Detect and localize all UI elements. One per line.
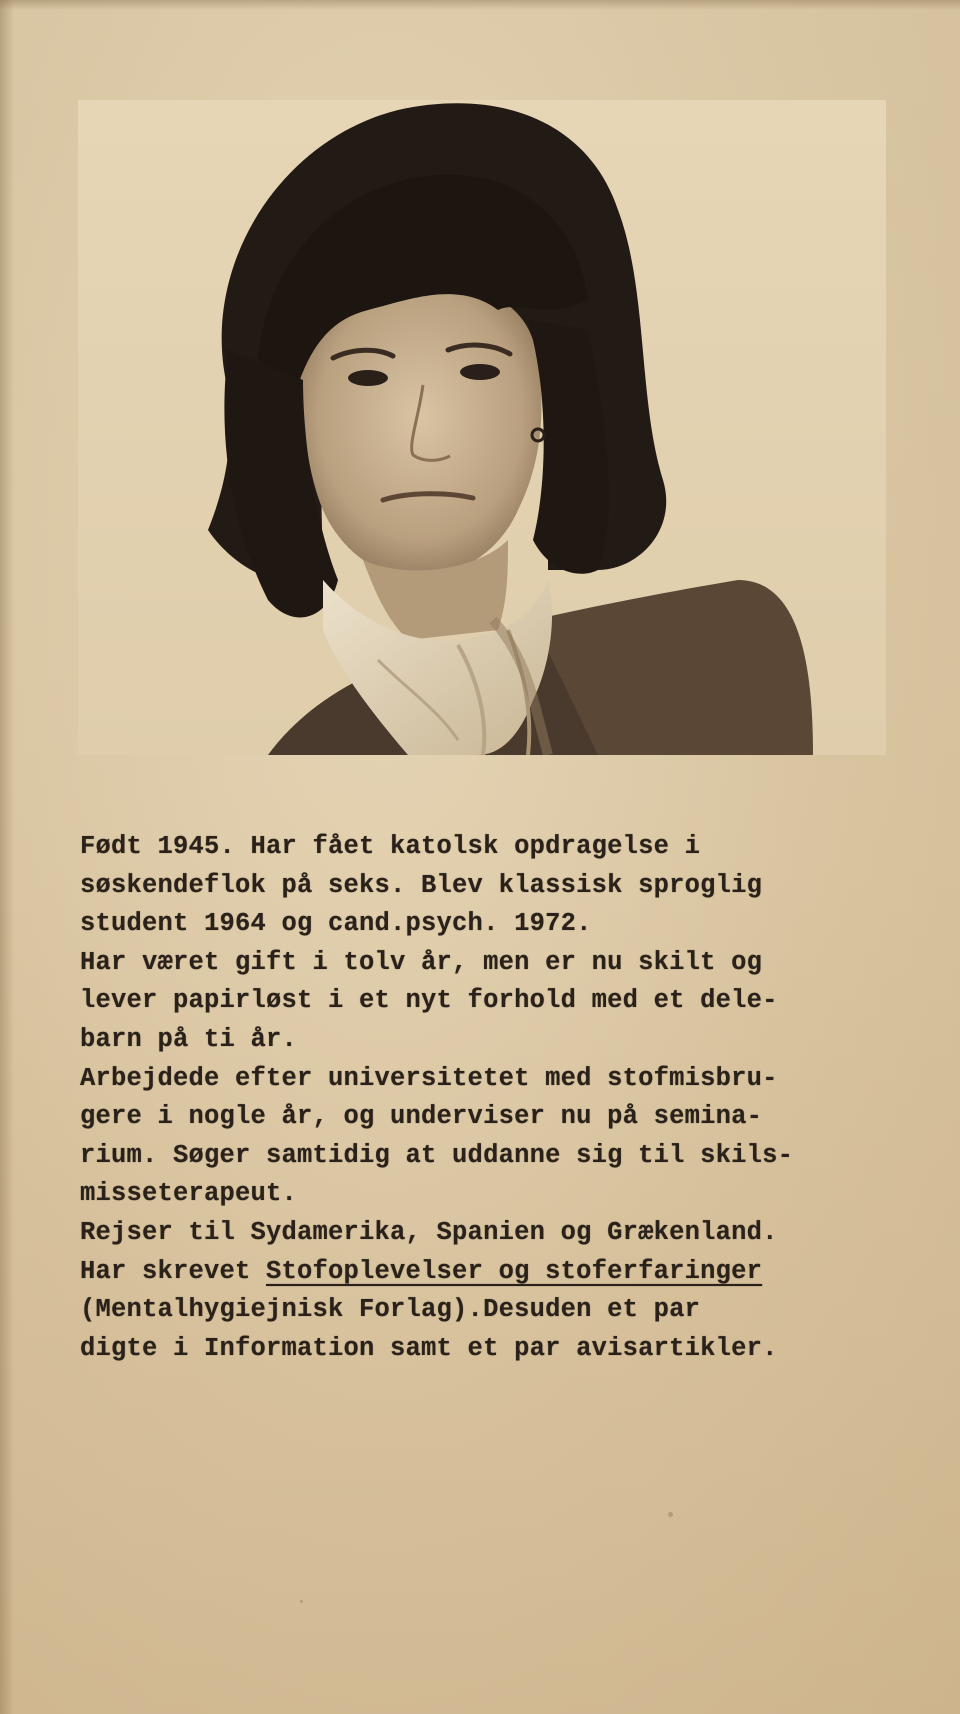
paper-edge-shadow-left [0, 0, 14, 1714]
bio-line-12 [80, 1253, 900, 1292]
bio-line-8: gere i nogle år, og underviser nu på semina- [80, 1102, 763, 1132]
bio-line-4: Har været gift i tolv år, men er nu skilt og [80, 947, 763, 977]
bio-line-7: Arbejdede efter universitetet med stofmisbru- [80, 1063, 778, 1093]
bio-line-11: Rejser til Sydamerika, Spanien og Grækenland. [80, 1217, 778, 1247]
author-biography [80, 828, 900, 1368]
book-title-underlined: Stofoplevelser og stoferfaringer [266, 1256, 763, 1286]
bio-line-10: misseterapeut. [80, 1179, 298, 1209]
bio-line-3: student 1964 og cand.psych. 1972. [80, 909, 592, 939]
bio-line-6: barn på ti år. [80, 1024, 298, 1054]
paper-speck [300, 1600, 303, 1603]
bio-line-14: digte i Information samt et par avisartikler. [80, 1333, 778, 1363]
bio-line-13: (Mentalhygiejnisk Forlag).Desuden et par [80, 1295, 701, 1325]
bio-line-12-prefix: Har skrevet [80, 1256, 267, 1286]
portrait-illustration [78, 100, 886, 755]
bio-line-1: Født 1945. Har fået katolsk opdragelse i [80, 832, 701, 861]
author-portrait-photo [78, 100, 886, 755]
bio-line-9: rium. Søger samtidig at uddanne sig til skils- [80, 1140, 794, 1170]
bio-line-5: lever papirløst i et nyt forhold med et dele- [80, 986, 778, 1016]
bio-line-2: søskendeflok på seks. Blev klassisk sproglig [80, 870, 763, 900]
paper-speck [668, 1512, 673, 1517]
paper-edge-shadow-top [0, 0, 960, 10]
